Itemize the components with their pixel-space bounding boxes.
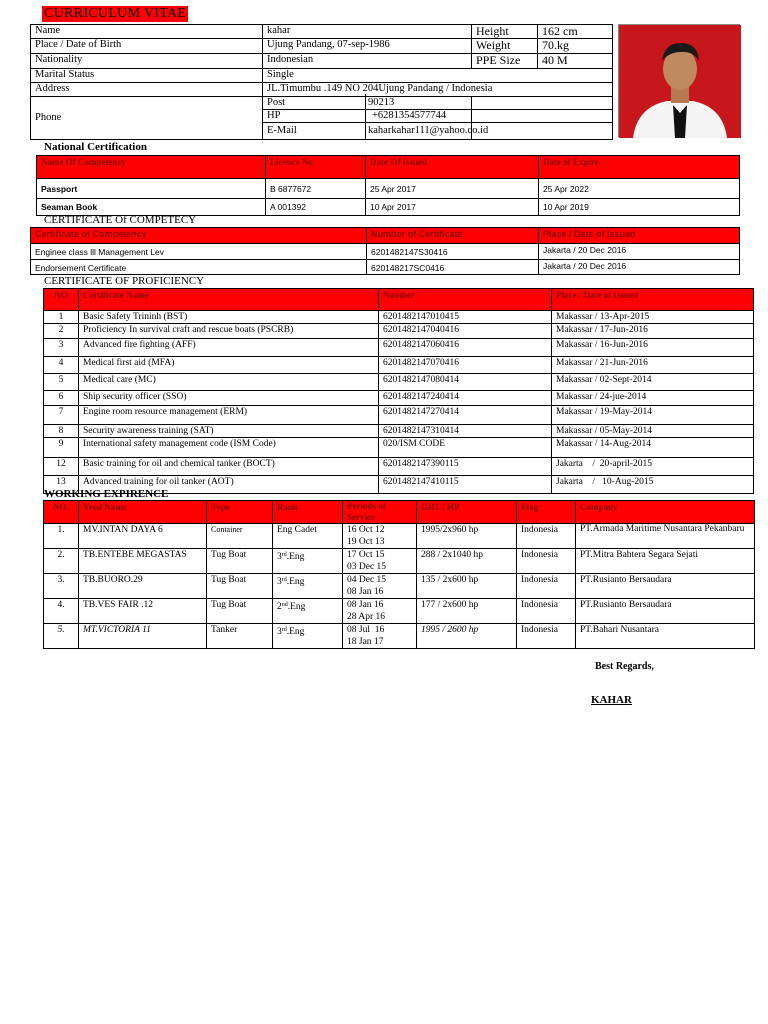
work-grt: 1995 / 2600 hp	[417, 624, 517, 649]
proficiency-number: 6201482147010415	[379, 311, 552, 324]
post-value	[368, 97, 613, 110]
nationality-value: Indonesian	[263, 54, 472, 69]
national-header-1: Licence No	[266, 156, 366, 179]
proficiency-no: 5	[44, 374, 79, 391]
national-table	[36, 155, 740, 216]
work-rank	[273, 624, 343, 649]
work-grt: 288 / 2x1040 hp	[417, 549, 517, 574]
work-grt: 177 / 2x600 hp	[417, 599, 517, 624]
email-address: kaharkahar111@yahoo.co.id	[368, 125, 489, 136]
proficiency-header-1: Certificate Name	[79, 289, 379, 311]
ppe-value: 40 M	[538, 54, 613, 69]
national-header-0: Name Of Competency	[37, 156, 266, 179]
work-header-3: Rank	[273, 501, 343, 524]
name-label: Name	[31, 25, 263, 39]
proficiency-number: 6201482147070416	[379, 357, 552, 374]
proficiency-name: Medical care (MC)	[79, 374, 379, 391]
work-vessel: MT.VICTORIA 11	[79, 624, 207, 649]
proficiency-name: Advanced training for oil tanker (AOT)	[79, 476, 379, 494]
phone-label: Phone	[31, 97, 263, 140]
work-period	[343, 574, 417, 599]
work-period-start: 17 Oct 15	[347, 550, 385, 560]
work-header-0: NO.	[44, 501, 79, 524]
work-period-start: 08 Jul 16	[347, 625, 385, 635]
work-type: Tanker	[207, 624, 273, 649]
proficiency-no: 6	[44, 391, 79, 406]
work-vessel: TB.BUORO.29	[79, 574, 207, 599]
proficiency-number: 6201482147060416	[379, 339, 552, 357]
work-rank-sup: rd	[281, 577, 287, 583]
competency-header-2: Place / Date of Issued	[539, 228, 740, 244]
competency-cell: Enginee class lll Management Lev	[31, 244, 367, 260]
competency-cell: 6201482147S30416	[367, 244, 539, 260]
marital-label: Marital Status	[31, 69, 263, 83]
weight-value: 70.kg	[538, 39, 613, 54]
hp-label: HP	[263, 110, 472, 123]
birth-value: Ujung Pandang, 07-sep-1986	[263, 39, 472, 54]
work-period	[343, 599, 417, 624]
work-no: 4.	[44, 599, 79, 624]
competency-cell: Jakarta / 20 Dec 2016	[539, 260, 740, 275]
national-cell: 25 Apr 2017	[366, 179, 539, 199]
proficiency-name: Proficiency In survival craft and rescue boats (PSCRB)	[79, 324, 379, 339]
work-rank-num: 3	[277, 552, 282, 562]
weight-label: Weight	[472, 39, 538, 54]
proficiency-no: 12	[44, 458, 79, 476]
national-cell: 10 Apr 2017	[366, 199, 539, 216]
national-cell: B 6877672	[266, 179, 366, 199]
post-number: 90213	[368, 97, 395, 108]
work-period-end: 18 Jan 17	[347, 637, 384, 647]
proficiency-header-3: Place / Date of Issued	[552, 289, 754, 311]
work-period	[343, 549, 417, 574]
work-grt: 135 / 2x600 hp	[417, 574, 517, 599]
proficiency-number: 6201482147310414	[379, 425, 552, 438]
proficiency-name: Engine room resource management (ERM)	[79, 406, 379, 425]
proficiency-no: 3	[44, 339, 79, 357]
personal-info-table	[30, 24, 613, 140]
birth-label: Place / Date of Birth	[31, 39, 263, 54]
profile-photo	[618, 24, 740, 137]
proficiency-name: Advanced fire fighting (AFF)	[79, 339, 379, 357]
work-type: Tug Boat	[207, 599, 273, 624]
proficiency-name: Ship security officer (SSO)	[79, 391, 379, 406]
proficiency-table	[43, 288, 754, 494]
competency-heading: CERTIFICATE Of COMPETECY	[44, 214, 197, 226]
work-header-1: Vessl Name	[79, 501, 207, 524]
work-rank	[273, 524, 343, 549]
proficiency-number: 6201482147390115	[379, 458, 552, 476]
proficiency-name: Basic Safety Trininh (BST)	[79, 311, 379, 324]
work-period-start: 16 Oct 12	[347, 525, 385, 535]
work-rank-sup: rd	[281, 552, 287, 558]
proficiency-no: 7	[44, 406, 79, 425]
proficiency-place: Makassar / 05-May-2014	[552, 425, 754, 438]
proficiency-name: International safety management code (ISM Code)	[79, 438, 379, 458]
work-period-start: 04 Dec 15	[347, 575, 387, 585]
work-no: 5.	[44, 624, 79, 649]
proficiency-name: Basic training for oil and chemical tanker (BOCT)	[79, 458, 379, 476]
competency-cell: 620148217SC0416	[367, 260, 539, 275]
document-title: CURRICULUM VITAE	[44, 6, 187, 21]
work-type: Tug Boat	[207, 549, 273, 574]
height-label: Height	[472, 25, 538, 39]
work-rank	[273, 574, 343, 599]
national-cell: 10 Apr 2019	[539, 199, 740, 216]
national-cell: Passport	[37, 179, 266, 199]
proficiency-number: 6201482147410115	[379, 476, 552, 494]
proficiency-name: Medical first aid (MFA)	[79, 357, 379, 374]
work-rank-suffix: .Eng	[287, 602, 306, 612]
work-company: PT.Bahari Nusantara	[576, 624, 755, 649]
proficiency-place: Makassar / 13-Apr-2015	[552, 311, 754, 324]
work-rank-num: 3	[277, 577, 282, 587]
work-period-end: 19 Oct 13	[347, 537, 385, 547]
work-period	[343, 524, 417, 549]
email-value	[368, 123, 613, 140]
address-label: Address	[31, 83, 263, 97]
proficiency-place: Makassar / 21-Jun-2016	[552, 357, 754, 374]
proficiency-header-2: Number	[379, 289, 552, 311]
work-flag: Indonesia	[517, 624, 576, 649]
work-header-4: Periods of Service	[343, 501, 417, 524]
work-period-end: 28 Apr 16	[347, 612, 385, 622]
email-label: E-Mail	[263, 123, 472, 140]
proficiency-header-0: NO	[44, 289, 79, 311]
work-company: PT.Armada Maritime Nusantara Pekanbaru	[576, 524, 755, 549]
competency-cell: Jakarta / 20 Dec 2016	[539, 244, 740, 260]
national-header-2: Date Of Issued	[366, 156, 539, 179]
work-no: 1.	[44, 524, 79, 549]
work-rank	[273, 549, 343, 574]
work-period	[343, 624, 417, 649]
proficiency-number: 020/ISM CODE	[379, 438, 552, 458]
proficiency-no: 2	[44, 324, 79, 339]
marital-value: Single	[263, 69, 613, 83]
national-heading: National Certification	[44, 141, 147, 153]
national-cell: Seaman Book	[37, 199, 266, 216]
proficiency-place: Makassar / 02-Sept-2014	[552, 374, 754, 391]
work-vessel: MV.INTAN DAYA 6	[79, 524, 207, 549]
work-period-end: 03 Dec 15	[347, 562, 387, 572]
phone-divider	[365, 94, 366, 139]
national-cell: 25 Apr 2022	[539, 179, 740, 199]
work-company: PT.Rusianto Bersaudara	[576, 574, 755, 599]
work-header-7: Company	[576, 501, 755, 524]
proficiency-no: 9	[44, 438, 79, 458]
work-type: Tug Boat	[207, 574, 273, 599]
proficiency-place: Jakarta / 10-Aug-2015	[552, 476, 754, 494]
work-period-start: 08 Jan 16	[347, 600, 384, 610]
proficiency-place: Makassar / 14-Aug-2014	[552, 438, 754, 458]
nationality-label: Nationality	[31, 54, 263, 69]
proficiency-place: Makassar / 24-jue-2014	[552, 391, 754, 406]
competency-header-0: Certificate of Competency	[31, 228, 367, 244]
work-vessel: TB.ENTEBE MEGASTAS	[79, 549, 207, 574]
work-period-end: 08 Jan 16	[347, 587, 384, 597]
work-company: PT.Mitra Bahtera Segara Sejati	[576, 549, 755, 574]
proficiency-place: Makassar / 19-May-2014	[552, 406, 754, 425]
national-header-3: Date of Expire	[539, 156, 740, 179]
work-rank	[273, 599, 343, 624]
proficiency-name: Security awareness training (SAT)	[79, 425, 379, 438]
work-table	[43, 500, 755, 649]
work-rank-suffix: .Eng	[286, 577, 305, 587]
work-rank-suffix: .Eng	[286, 552, 305, 562]
work-company: PT.Rusianto Bersaudara	[576, 599, 755, 624]
work-flag: Indonesia	[517, 599, 576, 624]
hp-value	[372, 110, 613, 123]
work-vessel: TB.VES FAIR .12	[79, 599, 207, 624]
work-rank-sup: rd	[281, 627, 287, 633]
proficiency-place: Makassar / 17-Jun-2016	[552, 324, 754, 339]
post-label: Post	[263, 97, 472, 110]
proficiency-number: 6201482147270414	[379, 406, 552, 425]
proficiency-number: 6201482147080414	[379, 374, 552, 391]
work-grt: 1995/2x960 hp	[417, 524, 517, 549]
work-rank-sup: nd	[281, 602, 288, 608]
work-heading: WORKING EXPIRENCE	[44, 488, 169, 500]
work-rank-num: 2	[277, 602, 282, 612]
competency-header-1: Number of Certificate	[367, 228, 539, 244]
competency-table	[30, 227, 740, 275]
hp-number: +6281354577744	[372, 110, 447, 121]
best-regards: Best Regards,	[595, 661, 654, 672]
national-cell: A 001392	[266, 199, 366, 216]
work-rank-num: 3	[277, 627, 282, 637]
name-value: kahar	[263, 25, 472, 39]
work-type: Container	[207, 524, 273, 549]
proficiency-place: Jakarta / 20-april-2015	[552, 458, 754, 476]
competency-cell: Endorsement Certificate	[31, 260, 367, 275]
work-flag: Indonesia	[517, 524, 576, 549]
work-flag: Indonesia	[517, 549, 576, 574]
height-value: 162 cm	[538, 25, 613, 39]
proficiency-no: 8	[44, 425, 79, 438]
work-header-6: Flag	[517, 501, 576, 524]
proficiency-number: 6201482147240414	[379, 391, 552, 406]
proficiency-no: 1	[44, 311, 79, 324]
proficiency-no: 4	[44, 357, 79, 374]
proficiency-heading: CERTIFICATE OF PROFICIENCY	[44, 275, 205, 287]
work-no: 3.	[44, 574, 79, 599]
address-value: JL.Timumbu .149 NO 204Ujung Pandang / Indonesia	[263, 83, 613, 97]
work-header-5: GRT / HP	[417, 501, 517, 524]
ppe-label: PPE Size	[472, 54, 538, 69]
proficiency-place: Makassar / 16-Jun-2016	[552, 339, 754, 357]
proficiency-number: 6201482147040416	[379, 324, 552, 339]
proficiency-no: 13	[44, 476, 79, 494]
work-rank-text: Eng Cadet	[277, 525, 317, 535]
work-flag: Indonesia	[517, 574, 576, 599]
work-rank-suffix: .Eng	[286, 627, 305, 637]
work-no: 2.	[44, 549, 79, 574]
work-header-2: Type	[207, 501, 273, 524]
signature-name: KAHAR	[591, 694, 632, 706]
